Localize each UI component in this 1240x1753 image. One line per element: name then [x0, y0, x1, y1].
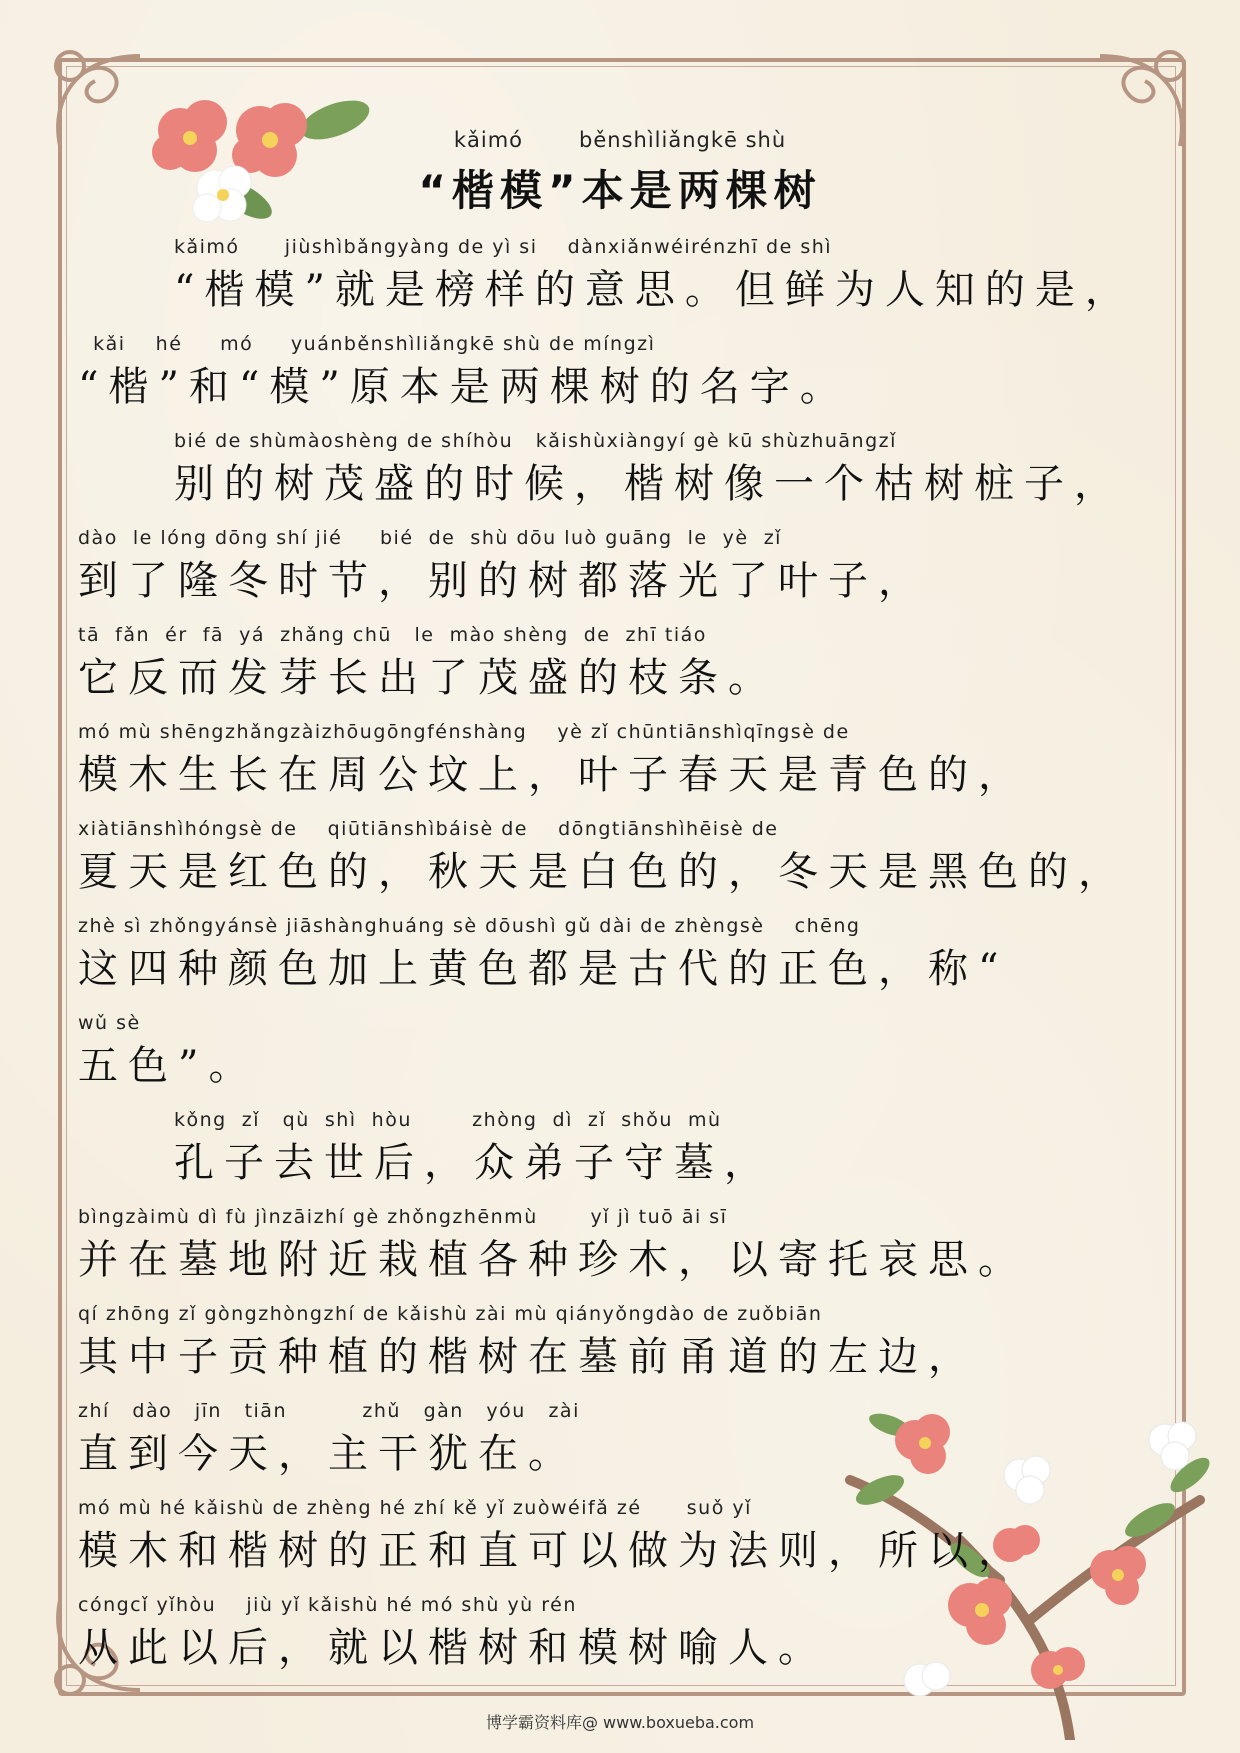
pinyin-line: zhí dào jīn tiān zhǔ gàn yóu zài [78, 1400, 580, 1422]
hanzi-line: 从此以后，就以楷树和模树喻人。 [78, 1625, 828, 1671]
text-line-11 [78, 1202, 1168, 1299]
text-line-2 [78, 329, 1168, 426]
hanzi-line: 孔子去世后，众弟子守墓， [174, 1140, 774, 1186]
text-line-7 [78, 814, 1168, 911]
title-block [0, 128, 1240, 218]
hanzi-line: 它反而发芽长出了茂盛的枝条。 [78, 655, 778, 701]
text-line-13 [78, 1396, 1168, 1493]
pinyin-line: xiàtiānshìhóngsè de qiūtiānshìbáisè de dōngtiānshìhēisè de [78, 818, 779, 840]
text-line-1 [78, 232, 1168, 329]
hanzi-line: “楷模”就是榜样的意思。但鲜为人知的是， [174, 267, 1135, 313]
text-line-8 [78, 911, 1168, 1008]
text-line-10 [78, 1105, 1168, 1202]
text-line-5 [78, 620, 1168, 717]
title-pinyin-1: kǎimó [453, 128, 524, 152]
hanzi-line: 直到今天，主干犹在。 [78, 1431, 578, 1477]
pinyin-line: kǎimó jiùshìbǎngyàng de yì si dànxiǎnwéirénzhī de shì [174, 236, 833, 258]
pinyin-line: bié de shùmàoshèng de shíhòu kǎishùxiàngyí gè kū shùzhuāngzǐ [174, 430, 897, 452]
hanzi-line: 并在墓地附近栽植各种珍木，以寄托哀思。 [78, 1237, 1028, 1283]
text-line-14 [78, 1493, 1168, 1590]
text-body [78, 232, 1168, 1687]
pinyin-line: kǒng zǐ qù shì hòu zhòng dì zǐ shǒu mù [174, 1109, 722, 1131]
hanzi-line: 五色”。 [78, 1043, 259, 1089]
hanzi-line: 到了隆冬时节，别的树都落光了叶子， [78, 558, 928, 604]
hanzi-line: 这四种颜色加上黄色都是古代的正色，称“ [78, 946, 1009, 992]
pinyin-line: qí zhōng zǐ gòngzhòngzhí de kǎishù zài mù qiányǒngdào de zuǒbiān [78, 1303, 823, 1325]
pinyin-line: kǎi hé mó yuánběnshìliǎngkē shù de míngzì [78, 333, 656, 355]
pinyin-line: mó mù hé kǎishù de zhèng hé zhí kě yǐ zuòwéifǎ zé suǒ yǐ [78, 1497, 752, 1519]
pinyin-line: cóngcǐ yǐhòu jiù yǐ kǎishù hé mó shù yù rén [78, 1594, 577, 1616]
title-pinyin [0, 128, 1240, 158]
pinyin-line: tā fǎn ér fā yá zhǎng chū le mào shèng de zhī tiáo [78, 624, 707, 646]
text-line-4 [78, 523, 1168, 620]
page-title: “楷模”本是两棵树 [418, 166, 822, 215]
pinyin-line: dào le lóng dōng shí jié bié de shù dōu luò guāng le yè zǐ [78, 527, 782, 549]
hanzi-line: “楷”和“模”原本是两棵树的名字。 [78, 364, 850, 410]
footer-watermark: 博学霸资料库@ www.boxueba.com [485, 1713, 755, 1732]
title-pinyin-2: běnshìliǎngkē shù [579, 128, 787, 152]
pinyin-line: zhè sì zhǒngyánsè jiāshànghuáng sè dōushì gǔ dài de zhèngsè chēng [78, 915, 861, 937]
hanzi-line: 别的树茂盛的时候，楷树像一个枯树桩子， [174, 461, 1124, 507]
hanzi-line: 其中子贡种植的楷树在墓前甬道的左边， [78, 1334, 978, 1380]
hanzi-line: 模木和楷树的正和直可以做为法则，所以， [78, 1528, 1028, 1574]
text-line-3 [78, 426, 1168, 523]
text-line-6 [78, 717, 1168, 814]
pinyin-line: mó mù shēngzhǎngzàizhōugōngfénshàng yè zǐ chūntiānshìqīngsè de [78, 721, 850, 743]
text-line-15 [78, 1590, 1168, 1687]
pinyin-line: wǔ sè [78, 1012, 141, 1034]
text-line-9 [78, 1008, 1168, 1105]
hanzi-line: 夏天是红色的，秋天是白色的，冬天是黑色的， [78, 849, 1128, 895]
pinyin-line: bìngzàimù dì fù jìnzāizhí gè zhǒngzhēnmù yǐ jì tuō āi sī [78, 1206, 728, 1228]
text-line-12 [78, 1299, 1168, 1396]
hanzi-line: 模木生长在周公坟上，叶子春天是青色的， [78, 752, 1028, 798]
